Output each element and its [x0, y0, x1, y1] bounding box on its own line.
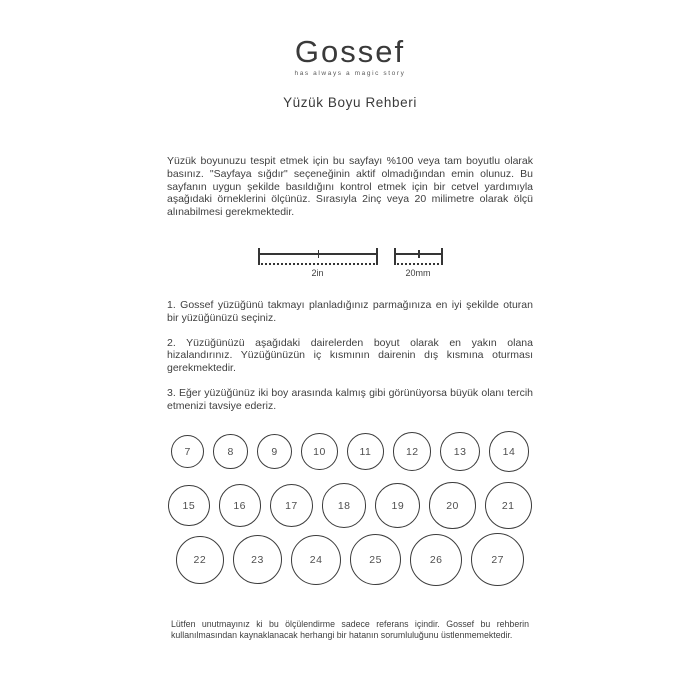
ring-size-circle-26 — [410, 534, 462, 586]
instruction-1: 1. Gossef yüzüğünü takmayı planladığınız parmağınıza en iyi şekilde oturan bir yüzüğünüzü seçiniz. — [167, 298, 533, 324]
ring-size-label: 27 — [491, 553, 505, 566]
ring-size-label: 21 — [501, 499, 515, 512]
ring-size-label: 11 — [359, 445, 372, 458]
ruler-label: 20mm — [405, 267, 431, 278]
ruler-bar — [394, 253, 443, 255]
ring-size-label: 18 — [337, 499, 351, 512]
instructions — [167, 299, 533, 413]
ruler-mid-tick — [318, 250, 320, 258]
ruler-bar — [258, 253, 378, 255]
ring-size-circle-15 — [168, 485, 209, 526]
ring-size-circle-14 — [489, 431, 529, 471]
ring-size-circle-22 — [176, 536, 224, 584]
ring-size-label: 14 — [502, 445, 516, 458]
page-header — [0, 0, 700, 110]
ring-size-label: 26 — [429, 553, 443, 566]
ring-size-circle-21 — [485, 482, 532, 529]
ring-size-label: 10 — [313, 445, 326, 458]
ring-size-row — [167, 425, 533, 479]
ring-size-circle-12 — [393, 432, 431, 470]
ruler-20mm — [394, 247, 443, 278]
guide-content — [167, 155, 533, 587]
ring-size-label: 16 — [233, 499, 246, 512]
intro-paragraph: Yüzük boyunuzu tespit etmek için bu sayfayı %100 veya tam boyutlu olarak basınız. "Sayfaya sığdır" seçeneğinin aktif olmadığından emin olunuz. Bu sayfanın uygun şekilde basıldığını kontrol etmek için bir cetvel yardımıyla aşağıdaki örneklerini ölçünüz. Sırasıyla 2inç veya 20 milimetre olarak ölçü alınabilmesi gerekmektedir. — [167, 155, 533, 219]
ring-size-label: 13 — [453, 445, 467, 458]
ring-size-label: 20 — [446, 499, 459, 512]
instruction-3: 3. Eğer yüzüğünüz iki boy arasında kalmış gibi görünüyorsa büyük olanı tercih etmenizi tavsiye ederiz. — [167, 386, 533, 412]
ring-size-circle-11 — [347, 433, 384, 470]
ruler-dotted-line — [258, 263, 378, 265]
ring-size-circle-24 — [291, 535, 341, 585]
ruler-2in — [258, 247, 378, 278]
ring-size-circle-9 — [257, 434, 292, 469]
disclaimer-text: Lütfen unutmayınız ki bu ölçülendirme sadece referans içindir. Gossef bu rehberin kullanılmasından kaynaklanacak herhangi bir hatanın sorumluluğunu üstlenmemektedir. — [171, 618, 529, 641]
ring-size-label: 15 — [182, 499, 196, 512]
ring-size-row — [167, 479, 533, 533]
page-footer — [0, 619, 700, 642]
calibration-rulers — [167, 247, 533, 278]
ring-size-label: 8 — [227, 445, 234, 458]
page-title: Yüzük Boyu Rehberi — [283, 95, 417, 110]
ruler-label: 2in — [311, 267, 324, 278]
instruction-2: 2. Yüzüğünüzü aşağıdaki dairelerden boyut olarak en yakın olana hizalandırınız. Yüzüğünüzün iç kısmının dairenin dış kısmına oturması gerekmektedir. — [167, 336, 533, 375]
ring-size-label: 19 — [391, 499, 405, 512]
ring-size-circle-10 — [301, 433, 337, 469]
ring-size-circle-8 — [213, 434, 247, 468]
ring-size-circle-7 — [171, 435, 205, 469]
ring-size-circle-23 — [233, 535, 282, 584]
ring-size-label: 22 — [193, 553, 207, 566]
ring-size-circle-13 — [440, 432, 479, 471]
ring-size-circle-27 — [471, 533, 524, 586]
ring-size-label: 23 — [251, 553, 264, 566]
ring-size-label: 7 — [184, 445, 191, 458]
ring-size-circles — [167, 425, 533, 587]
ring-size-circle-19 — [375, 483, 420, 528]
brand-tagline: has always a magic story — [294, 70, 406, 77]
ring-size-label: 25 — [369, 553, 382, 566]
brand-logo — [0, 0, 700, 77]
ring-size-circle-18 — [322, 483, 366, 527]
ring-size-row — [167, 533, 533, 587]
ring-size-label: 9 — [271, 445, 278, 458]
ruler-dotted-line — [394, 263, 443, 265]
ring-size-circle-17 — [270, 484, 313, 527]
ring-size-label: 12 — [405, 445, 419, 458]
ring-size-circle-16 — [219, 484, 261, 526]
ring-size-label: 24 — [309, 553, 323, 566]
ring-size-circle-20 — [429, 482, 475, 528]
ruler-mid-tick — [418, 250, 420, 258]
ring-size-label: 17 — [285, 499, 298, 512]
ring-size-circle-25 — [350, 534, 401, 585]
brand-name: Gossef — [294, 34, 406, 69]
